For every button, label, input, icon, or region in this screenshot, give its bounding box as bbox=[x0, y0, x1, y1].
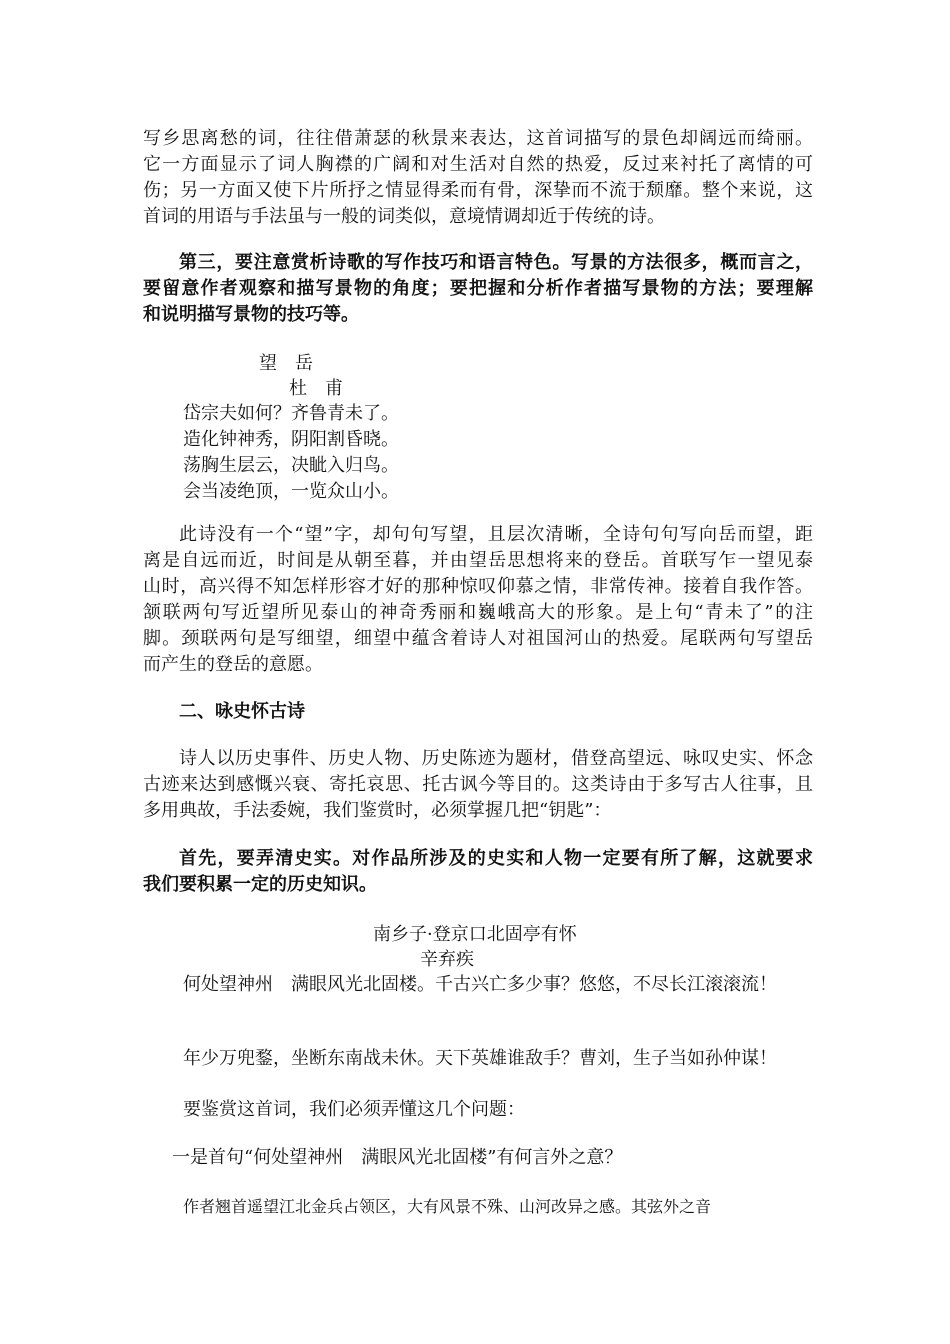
paragraph-history-poetry bbox=[143, 746, 813, 824]
text-line: 写乡思离愁的词，往往借萧瑟的秋景来表达，这首词描写的景色却阔远而绮丽。 bbox=[143, 128, 813, 149]
text-line: 要留意作者观察和描写景物的角度；要把握和分析作者描写景物的方法；要理解 bbox=[143, 278, 813, 299]
text-line: 此诗没有一个“望”字，却句句写望，且层次清晰，全诗句句写向岳而望，距 bbox=[179, 524, 813, 545]
paragraph-history-facts bbox=[143, 846, 813, 898]
poem-line: 会当凌绝顶，一览众山小。 bbox=[183, 481, 399, 502]
paragraph-technique-point bbox=[143, 250, 813, 328]
text-line: 颔联两句写近望所见泰山的神奇秀丽和巍峨高大的形象。是上句“青未了”的注 bbox=[143, 602, 813, 623]
poem-title bbox=[373, 922, 577, 948]
text-line: 作者翘首遥望江北金兵占领区，大有风景不殊、山河改异之感。其弦外之音 bbox=[183, 1197, 712, 1216]
poem-line: 造化钟神秀，阴阳割昏晓。 bbox=[183, 429, 399, 450]
paragraph-poem-analysis bbox=[143, 522, 813, 678]
text-line: 而产生的登岳的意愿。 bbox=[143, 654, 323, 675]
poem-author-text: 辛弃疾 bbox=[420, 949, 474, 970]
poem-author bbox=[289, 376, 343, 402]
poem-line: 岱宗夫如何？齐鲁青未了。 bbox=[183, 403, 399, 424]
text-line: 第三，要注意赏析诗歌的写作技巧和语言特色。写景的方法很多，概而言之， bbox=[179, 252, 813, 273]
text-line: 诗人以历史事件、历史人物、历史陈迹为题材，借登高望远、咏叹史实、怀念 bbox=[179, 748, 813, 769]
text-line: 脚。颈联两句是写细望，细望中蕴含着诗人对祖国河山的热爱。尾联两句写望岳 bbox=[143, 628, 813, 649]
text-line: 一是首句“何处望神州 满眼风光北固楼”有何言外之意？ bbox=[172, 1147, 623, 1168]
text-line: 离是自远而近，时间是从朝至暮，并由望岳思想将来的登岳。首联写乍一望见泰 bbox=[143, 550, 813, 571]
poem-line: 何处望神州 满眼风光北固楼。千古兴亡多少事？悠悠，不尽长江滚滚流！ bbox=[183, 974, 777, 995]
text-line: 古迹来达到感慨兴衰、寄托哀思、托古讽今等目的。这类诗由于多写古人往事，且 bbox=[143, 774, 813, 795]
text-line: 要鉴赏这首词，我们必须弄懂这几个问题： bbox=[183, 1099, 525, 1120]
poem-line: 年少万兜鍪，坐断东南战未休。天下英雄谁敌手？曹刘，生子当如孙仲谋！ bbox=[183, 1048, 777, 1069]
poem-title-text: 望 岳 bbox=[259, 353, 313, 374]
question-one bbox=[172, 1145, 622, 1171]
paragraph-ci-analysis bbox=[143, 126, 813, 230]
text-line: 和说明描写景物的技巧等。 bbox=[143, 304, 359, 325]
heading-text: 二、咏史怀古诗 bbox=[179, 701, 305, 722]
text-line: 首词的用语与手法虽与一般的词类似，意境情调却近于传统的诗。 bbox=[143, 206, 665, 227]
text-line: 它一方面显示了词人胸襟的广阔和对生活对自然的热爱，反过来衬托了离情的可 bbox=[143, 154, 813, 175]
text-line: 多用典故，手法委婉，我们鉴赏时，必须掌握几把“钥匙”： bbox=[143, 800, 612, 821]
section-heading bbox=[143, 699, 813, 725]
text-line: 伤；另一方面又使下片所抒之情显得柔而有骨，深挚而不流于颓靡。整个来说，这 bbox=[143, 180, 813, 201]
poem-line: 荡胸生层云，决眦入归鸟。 bbox=[183, 455, 399, 476]
poem-author bbox=[420, 947, 474, 973]
poem-title bbox=[259, 351, 313, 377]
poem-line-first bbox=[183, 972, 777, 998]
paragraph-questions-intro bbox=[183, 1097, 525, 1123]
poem-author-text: 杜 甫 bbox=[289, 378, 343, 399]
text-line: 我们要积累一定的历史知识。 bbox=[143, 874, 377, 895]
text-line: 山时，高兴得不知怎样形容才好的那种惊叹仰慕之情，非常传神。接着自我作答。 bbox=[143, 576, 813, 597]
paragraph-answer bbox=[183, 1194, 815, 1217]
text-line: 首先，要弄清史实。对作品所涉及的史实和人物一定要有所了解，这就要求 bbox=[179, 848, 813, 869]
poem-title-text: 南乡子·登京口北固亭有怀 bbox=[373, 924, 577, 945]
poem-body bbox=[183, 401, 399, 505]
poem-line-second bbox=[183, 1046, 777, 1072]
